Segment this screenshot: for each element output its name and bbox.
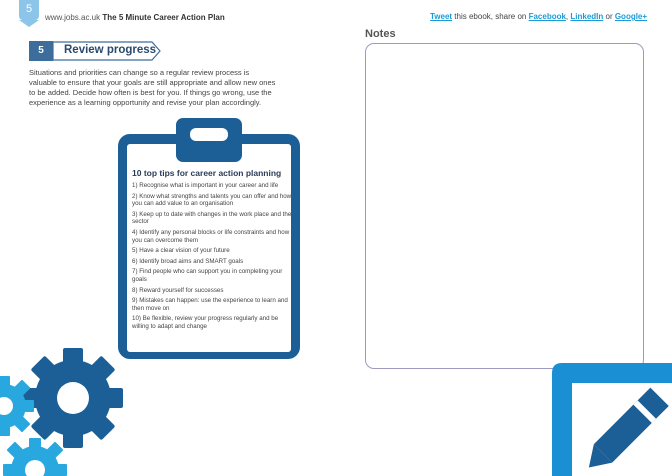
notes-title: Notes [365, 28, 396, 40]
googleplus-link[interactable]: Google+ [614, 12, 648, 21]
tip-item: 7) Find people who can support you in completing your goals [132, 268, 283, 283]
tips-list [132, 182, 294, 334]
tips-clipboard [118, 118, 300, 359]
share-comma: , [565, 12, 571, 21]
section-intro: Situations and priorities can change so a regular review process is valuable to ensure that your goals are still appropriate and allow new ones to be added. Decide how often is best for you. If things go wrong, use the experience as a learning opportunity and revise your plan accordingly. [29, 68, 276, 107]
tip-item: 2) Know what strengths and talents you can offer and how you can add value to an organisation [132, 192, 292, 208]
linkedin-link[interactable]: LinkedIn [570, 12, 604, 21]
tip-item: 3) Keep up to date with changes in the work place and the sector [132, 210, 292, 226]
section-title: Review progress [64, 44, 157, 56]
notes-area[interactable] [365, 43, 644, 369]
clipboard-title: 10 top tips for career action planning [132, 168, 282, 178]
tip-item: 1) Recognise what is important in your career and life [132, 182, 279, 189]
tip-item: 6) Identify broad aims and SMART goals [132, 257, 244, 265]
gear-icon [3, 438, 67, 476]
tip-item: 10) Be flexible, review your progress regularly and be willing to adapt and change [132, 315, 279, 330]
site-url[interactable]: www.jobs.ac.uk [45, 13, 101, 22]
section-number: 5 [38, 45, 44, 56]
gear-icon [23, 348, 123, 448]
share-or: or [603, 12, 615, 21]
tweet-link[interactable]: Tweet [430, 12, 453, 21]
gears-decoration [0, 340, 135, 476]
edit-icon [552, 363, 672, 476]
header-doc-info [45, 13, 225, 22]
page-number-tab: 5 [19, 0, 39, 20]
tip-item: 8) Reward yourself for successes [132, 286, 224, 294]
tip-item: 4) Identify any personal blocks or life constraints and how you can overcome them [132, 228, 290, 244]
section-heading [29, 41, 161, 61]
tip-item: 9) Mistakes can happen: use the experience to learn and then move on [132, 297, 288, 312]
share-text: this ebook, share on [452, 12, 529, 21]
document-title: The 5 Minute Career Action Plan [102, 13, 225, 22]
facebook-link[interactable]: Facebook [528, 12, 566, 21]
gear-icon [0, 376, 34, 436]
tip-item: 5) Have a clear vision of your future [132, 247, 230, 255]
share-bar [430, 12, 647, 21]
